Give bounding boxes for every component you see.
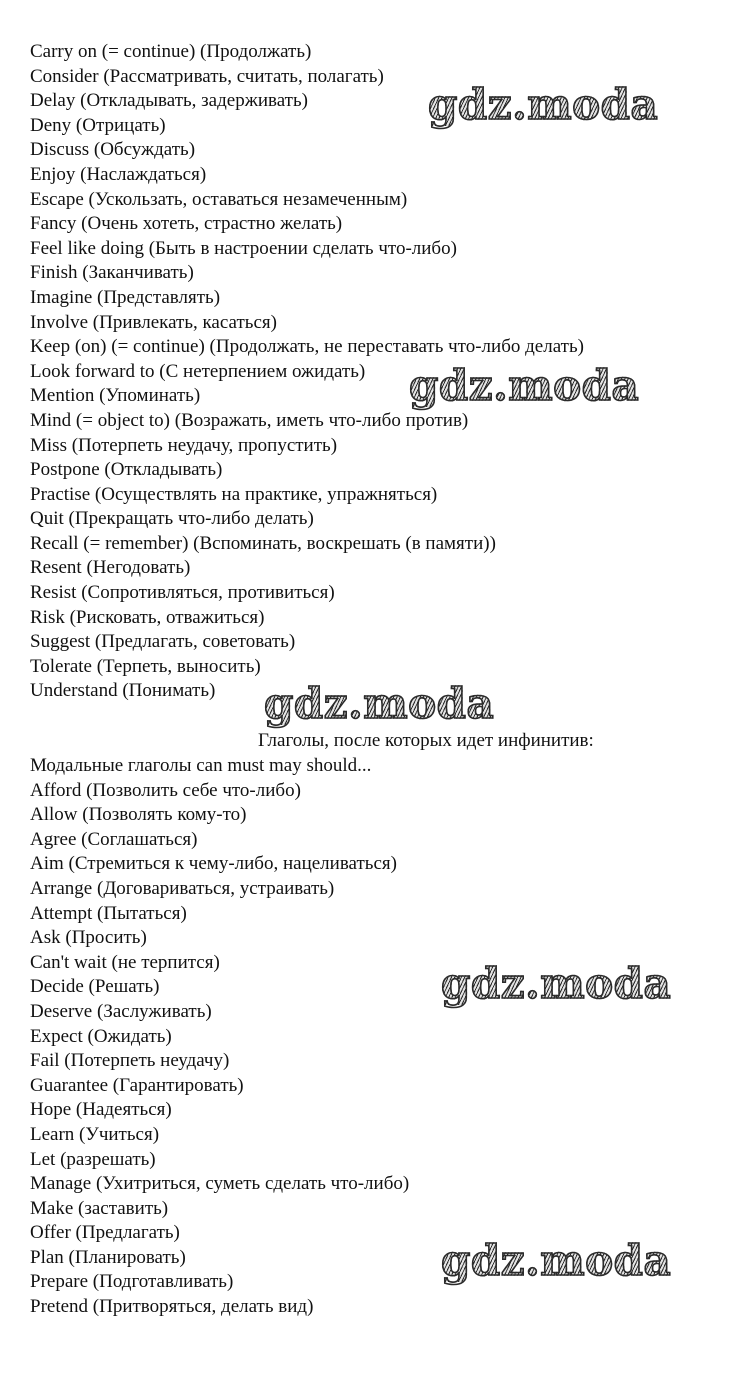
list-item: Offer (Предлагать)	[30, 1222, 180, 1244]
list-item: Postpone (Откладывать)	[30, 459, 223, 481]
list-item: Finish (Заканчивать)	[30, 262, 194, 284]
list-item: Fancy (Очень хотеть, страстно желать)	[30, 213, 343, 235]
list-item: Involve (Привлекать, касаться)	[30, 311, 277, 333]
list-item: Aim (Стремиться к чему-либо, нацеливаться)	[30, 853, 397, 875]
list-item: Learn (Учиться)	[30, 1123, 160, 1145]
list-item: Keep (on) (= continue) (Продолжать, не переставать что-либо делать)	[30, 336, 584, 358]
list-item: Deserve (Заслуживать)	[30, 1000, 212, 1022]
list-item: Delay (Откладывать, задерживать)	[30, 90, 308, 112]
list-item: Mind (= object to) (Возражать, иметь что-либо против)	[30, 409, 469, 431]
list-item: Ask (Просить)	[30, 927, 147, 949]
list-item: Practise (Осуществлять на практике, упражняться)	[30, 483, 438, 505]
list-item: Hope (Надеяться)	[30, 1099, 172, 1121]
list-item: Can't wait (не терпится)	[30, 951, 220, 973]
list-item: Discuss (Обсуждать)	[30, 139, 196, 161]
watermark-logo: gdz.moda	[428, 80, 659, 129]
list-item: Miss (Потерпеть неудачу, пропустить)	[30, 434, 338, 456]
list-item: Expect (Ожидать)	[30, 1025, 172, 1047]
list-item: Imagine (Представлять)	[30, 286, 221, 308]
list-item: Plan (Планировать)	[30, 1246, 186, 1268]
list-item: Deny (Отрицать)	[30, 114, 166, 136]
watermark-logo: gdz.moda	[441, 959, 672, 1008]
list-item: Escape (Ускользать, оставаться незамеченным)	[30, 188, 408, 210]
list-item: Carry on (= continue) (Продолжать)	[30, 41, 312, 62]
list-item: Risk (Рисковать, отважиться)	[30, 606, 265, 628]
list-item: Guarantee (Гарантировать)	[30, 1074, 244, 1096]
list-item: Manage (Ухитриться, суметь сделать что-либо)	[30, 1173, 410, 1195]
list-item: Resent (Негодовать)	[30, 557, 191, 579]
watermark-logo: gdz.moda	[441, 1236, 672, 1285]
list-item: Enjoy (Наслаждаться)	[30, 163, 207, 185]
list-item: Afford (Позволить себе что-либо)	[30, 779, 301, 801]
list-item: Allow (Позволять кому-то)	[30, 804, 247, 826]
list-item: Suggest (Предлагать, советовать)	[30, 631, 296, 653]
infinitive-verb-list	[30, 754, 409, 1320]
list-item: Agree (Соглашаться)	[30, 828, 198, 850]
list-item: Prepare (Подготавливать)	[30, 1271, 234, 1293]
list-item: Consider (Рассматривать, считать, полагать)	[30, 65, 384, 87]
list-item: Модальные глаголы can must may should...	[30, 755, 372, 776]
watermark-logo: gdz.moda	[264, 679, 495, 728]
list-item: Feel like doing (Быть в настроении сделать что-либо)	[30, 237, 457, 259]
list-item: Decide (Решать)	[30, 976, 160, 998]
list-item: Understand (Понимать)	[30, 680, 216, 702]
list-item: Recall (= remember) (Вспоминать, воскрешать (в памяти))	[30, 532, 496, 554]
list-item: Pretend (Притворяться, делать вид)	[30, 1296, 314, 1318]
list-item: Attempt (Пытаться)	[30, 902, 187, 924]
list-item: Fail (Потерпеть неудачу)	[30, 1050, 230, 1072]
list-item: Mention (Упоминать)	[30, 385, 201, 407]
infinitive-section-heading: Глаголы, после которых идет инфинитив:	[258, 730, 594, 751]
list-item: Resist (Сопротивляться, противиться)	[30, 582, 335, 604]
list-item: Let (разрешать)	[30, 1148, 156, 1170]
list-item: Arrange (Договариваться, устраивать)	[30, 877, 335, 899]
list-item: Make (заставить)	[30, 1197, 169, 1219]
watermark-logo: gdz.moda	[409, 361, 640, 410]
list-item: Look forward to (С нетерпением ожидать)	[30, 360, 366, 382]
list-item: Quit (Прекращать что-либо делать)	[30, 508, 314, 530]
list-item: Tolerate (Терпеть, выносить)	[30, 655, 261, 677]
